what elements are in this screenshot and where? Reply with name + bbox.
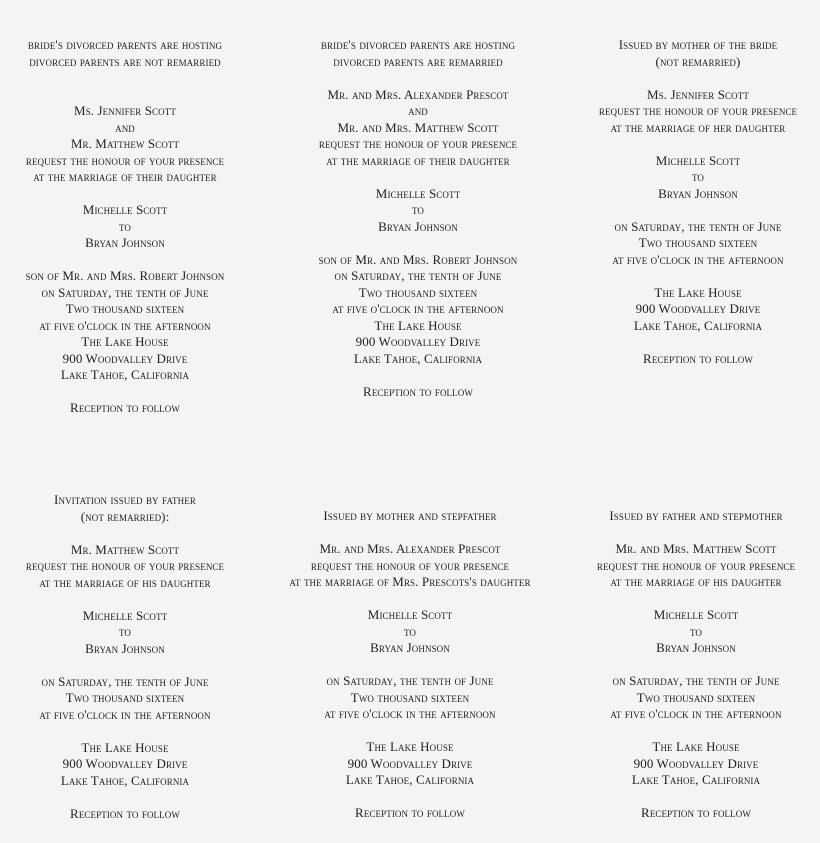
date-line: on Saturday, the tenth of June [41,673,209,689]
date-line: on Saturday, the tenth of June [326,673,494,688]
date-line: on Saturday, the tenth of June [614,218,782,234]
host-line: and [115,119,135,135]
bride-name: Michelle Scott [82,202,168,217]
host-line: request the honour of your presence [596,557,796,573]
groom-name: Bryan Johnson [370,640,450,655]
host-line: request the honour of your presence [310,557,510,573]
heading-line: (not remarried) [655,53,741,69]
venue-line: The Lake House [81,739,169,755]
host-line: at the marriage of their daughter [33,169,217,184]
heading-line: Issued by mother and stepfather [323,508,497,523]
date-line: at five o'clock in the afternoon [324,706,496,721]
host-line: request the honour of your presence [318,136,518,151]
heading-line: divorced parents are not remarried [29,53,221,69]
detail-line: 900 Woodvalley Drive [62,350,188,366]
detail-line: son of Mr. and Mrs. Robert Johnson [318,251,518,267]
detail-line: Two thousand sixteen [65,301,185,316]
detail-line: at five o'clock in the afternoon [332,301,504,316]
couple-to: to [689,623,703,639]
venue-line: 900 Woodvalley Drive [62,756,188,771]
date-line: at five o'clock in the afternoon [612,251,784,267]
couple-to: to [691,169,705,184]
detail-line: 900 Woodvalley Drive [355,334,481,349]
date-line: Two thousand sixteen [350,689,470,705]
venue-line: 900 Woodvalley Drive [635,301,761,316]
heading-line: divorced parents are remarried [333,53,503,69]
date-line: at five o'clock in the afternoon [610,706,782,721]
host-line: at the marriage of her daughter [610,119,786,135]
groom-name: Bryan Johnson [85,235,165,250]
venue-line: 900 Woodvalley Drive [347,755,473,771]
couple-to: to [118,624,132,639]
host-line: at the marriage of Mrs. Prescots's daughter [289,574,531,589]
bride-name: Michelle Scott [655,152,741,168]
host-line: Ms. Jennifer Scott [74,103,176,118]
reception-line: Reception to follow [363,383,473,399]
groom-name: Bryan Johnson [85,640,165,656]
detail-line: at five o'clock in the afternoon [39,317,211,333]
detail-line: Two thousand sixteen [358,284,478,300]
reception-line: Reception to follow [643,350,753,366]
invitation-mother-stepfather [270,508,550,822]
reception-line: Reception to follow [641,805,751,820]
date-line: at five o'clock in the afternoon [39,706,211,722]
host-line: at the marriage of his daughter [610,574,782,589]
couple-to: to [403,623,417,639]
bride-name: Michelle Scott [375,185,461,201]
couple-to: to [411,202,425,217]
host-line: and [408,103,428,118]
detail-line: on Saturday, the tenth of June [334,268,502,283]
invitation-father [0,492,250,822]
host-line: request the honour of your presence [25,558,225,573]
invitation-divorced-remarried [288,37,548,400]
heading-line: Invitation issued by father [54,492,196,507]
groom-name: Bryan Johnson [658,185,738,201]
heading-line: bride's divorced parents are hosting [320,37,516,52]
heading-line: Issued by mother of the bride [618,37,778,52]
host-line: request the honour of your presence [598,103,798,118]
heading-line: Issued by father and stepmother [609,508,783,523]
venue-line: Lake Tahoe, California [60,772,190,788]
bride-name: Michelle Scott [367,607,453,622]
host-line: Mr. and Mrs. Matthew Scott [337,119,499,135]
date-line: Two thousand sixteen [638,235,758,250]
host-line: Ms. Jennifer Scott [647,86,749,102]
host-line: at the marriage of his daughter [39,574,211,590]
bride-name: Michelle Scott [653,607,739,622]
venue-line: Lake Tahoe, California [345,772,475,787]
venue-line: Lake Tahoe, California [633,317,763,333]
invitation-divorced-not-remarried [0,37,250,417]
detail-line: Lake Tahoe, California [60,367,190,382]
date-line: Two thousand sixteen [636,689,756,705]
host-line: request the honour of your presence [25,152,225,168]
host-line: Mr. Matthew Scott [70,136,180,151]
venue-line: Lake Tahoe, California [631,772,761,787]
detail-line: The Lake House [374,317,462,333]
reception-line: Reception to follow [355,805,465,820]
detail-line: son of Mr. and Mrs. Robert Johnson [25,268,225,283]
heading-line: bride's divorced parents are hosting [27,37,223,52]
detail-line: Lake Tahoe, California [353,350,483,366]
host-line: at the marriage of their daughter [326,152,510,168]
venue-line: The Lake House [654,284,742,300]
host-line: Mr. and Mrs. Alexander Prescot [319,541,501,556]
reception-line: Reception to follow [70,805,180,821]
heading-line: (not remarried): [80,508,170,524]
date-line: on Saturday, the tenth of June [612,673,780,688]
groom-name: Bryan Johnson [378,218,458,234]
venue-line: The Lake House [366,739,454,754]
date-line: Two thousand sixteen [65,690,185,705]
venue-line: 900 Woodvalley Drive [633,755,759,771]
host-line: Mr. and Mrs. Matthew Scott [615,541,777,556]
venue-line: The Lake House [652,739,740,754]
host-line: Mr. Matthew Scott [70,541,180,557]
reception-line: Reception to follow [70,400,180,415]
groom-name: Bryan Johnson [656,640,736,655]
detail-line: The Lake House [81,334,169,349]
bride-name: Michelle Scott [82,607,168,623]
invitation-mother-of-bride [578,37,818,367]
detail-line: on Saturday, the tenth of June [41,284,209,300]
couple-to: to [118,218,132,234]
host-line: Mr. and Mrs. Alexander Prescot [327,86,509,102]
invitation-father-stepmother [578,508,814,822]
